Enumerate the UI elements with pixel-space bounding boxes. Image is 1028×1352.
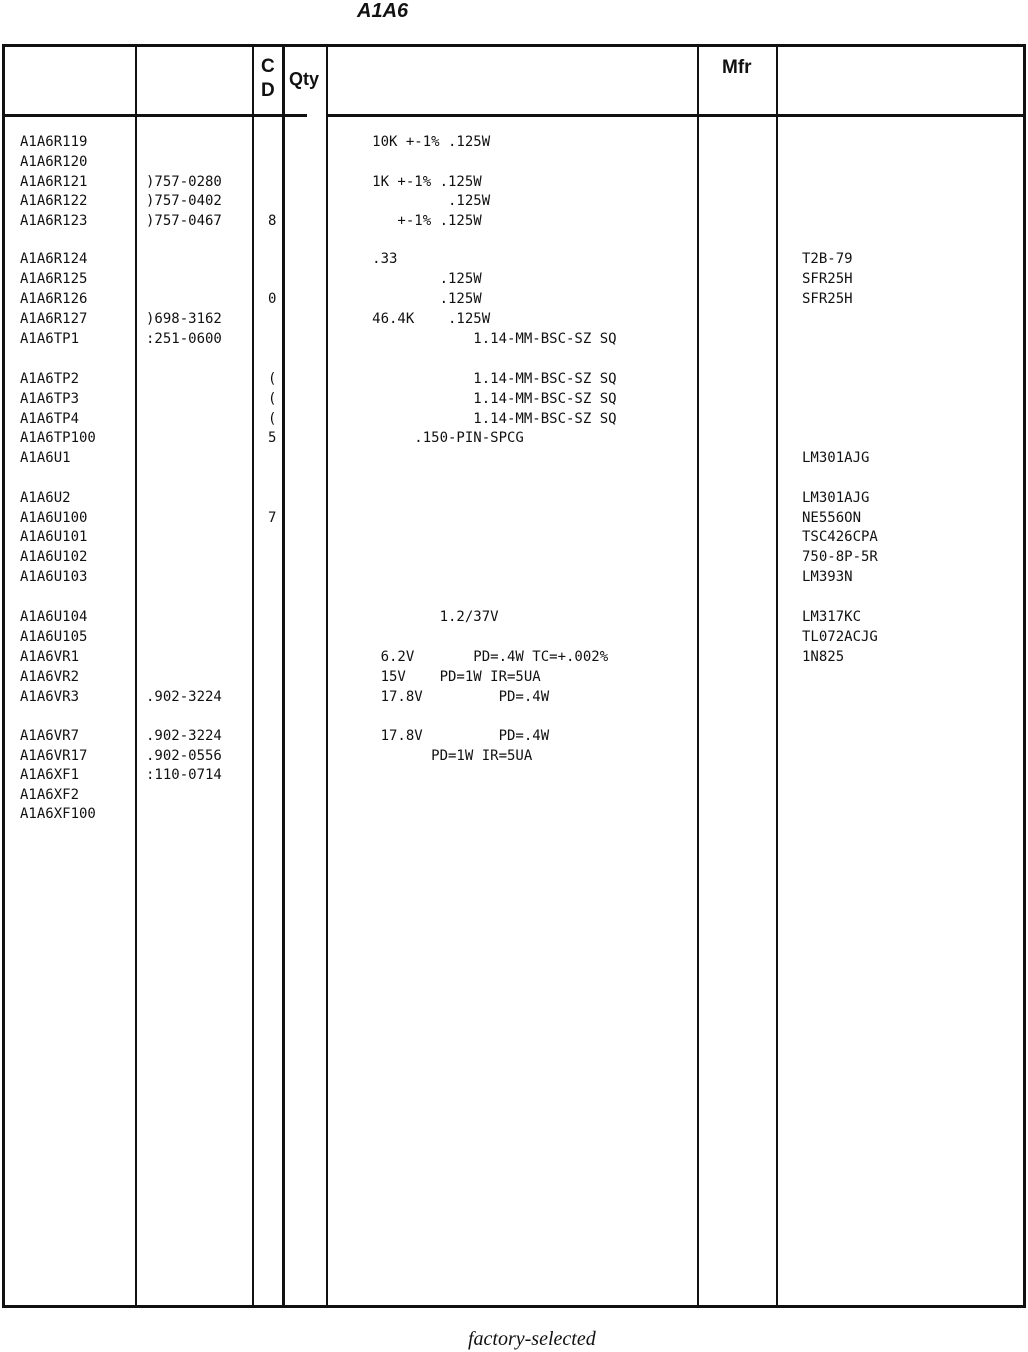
part-number-cell: )757-0402: [146, 193, 222, 209]
check-digit-cell: (: [268, 411, 277, 427]
header-cd-bottom: D: [261, 80, 275, 101]
ref-cell: A1A6U2: [20, 490, 71, 506]
check-digit-cell: 7: [268, 510, 277, 526]
table-row: [0, 629, 1028, 649]
table-row: [0, 430, 1028, 450]
ref-cell: A1A6R123: [20, 213, 88, 229]
description-cell: 17.8V PD=.4W: [330, 689, 550, 705]
description-cell: 1.14-MM-BSC-SZ SQ: [330, 391, 617, 407]
description-cell: .33: [330, 251, 398, 267]
check-digit-cell: (: [268, 371, 277, 387]
description-cell: .125W: [330, 193, 491, 209]
table-row: [0, 529, 1028, 549]
ref-cell: A1A6TP1: [20, 331, 80, 347]
header-qty: Qty: [289, 69, 320, 89]
description-cell: .125W: [330, 291, 482, 307]
mfr-part-number-cell: 750-8P-5R: [802, 549, 878, 565]
mfr-part-number-cell: LM301AJG: [802, 490, 870, 506]
part-number-cell: )698-3162: [146, 311, 222, 327]
description-cell: 6.2V PD=.4W TC=+.002%: [330, 649, 609, 665]
part-number-cell: .902-0556: [146, 748, 222, 764]
table-row: [0, 689, 1028, 709]
description-cell: .150-PIN-SPCG: [330, 430, 524, 446]
description-cell: .125W: [330, 271, 482, 287]
ref-cell: A1A6U100: [20, 510, 88, 526]
ref-cell: A1A6R120: [20, 154, 88, 170]
table-row: [0, 669, 1028, 689]
mfr-part-number-cell: LM393N: [802, 569, 853, 585]
table-row: [0, 787, 1028, 807]
table-row: [0, 251, 1028, 271]
table-row: [0, 728, 1028, 748]
page-title: A1A6: [357, 0, 409, 22]
table-row: [0, 806, 1028, 826]
table-row: [0, 193, 1028, 213]
header-rule-left: [2, 114, 285, 117]
description-cell: PD=1W IR=5UA: [330, 748, 533, 764]
table-row: [0, 510, 1028, 530]
description-cell: 15V PD=1W IR=5UA: [330, 669, 541, 685]
table-row: [0, 174, 1028, 194]
table-row: [0, 649, 1028, 669]
table-row: [0, 311, 1028, 331]
table-row: [0, 450, 1028, 470]
mfr-part-number-cell: T2B-79: [802, 251, 853, 267]
ref-cell: A1A6TP3: [20, 391, 80, 407]
check-digit-cell: 8: [268, 213, 277, 229]
ref-cell: A1A6R119: [20, 134, 88, 150]
mfr-part-number-cell: LM301AJG: [802, 450, 870, 466]
table-row: [0, 371, 1028, 391]
table-row: [0, 391, 1028, 411]
ref-cell: A1A6R127: [20, 311, 88, 327]
ref-cell: A1A6VR17: [20, 748, 88, 764]
table-row: [0, 609, 1028, 629]
ref-cell: A1A6VR2: [20, 669, 80, 685]
table-row: [0, 331, 1028, 351]
description-cell: 1.2/37V: [330, 609, 499, 625]
part-number-cell: :251-0600: [146, 331, 222, 347]
mfr-part-number-cell: SFR25H: [802, 271, 853, 287]
table-row: [0, 291, 1028, 311]
ref-cell: A1A6R125: [20, 271, 88, 287]
ref-cell: A1A6R121: [20, 174, 88, 190]
table-row: [0, 569, 1028, 589]
ref-cell: A1A6U105: [20, 629, 88, 645]
description-cell: 1.14-MM-BSC-SZ SQ: [330, 411, 617, 427]
ref-cell: A1A6TP100: [20, 430, 96, 446]
description-cell: 1K +-1% .125W: [330, 174, 482, 190]
ref-cell: A1A6XF100: [20, 806, 96, 822]
ref-cell: A1A6R124: [20, 251, 88, 267]
header-rule-right: [326, 114, 1026, 117]
mfr-part-number-cell: TL072ACJG: [802, 629, 878, 645]
header-rule-qty: [285, 114, 307, 117]
ref-cell: A1A6U104: [20, 609, 88, 625]
mfr-part-number-cell: TSC426CPA: [802, 529, 878, 545]
ref-cell: A1A6U101: [20, 529, 88, 545]
description-cell: +-1% .125W: [330, 213, 482, 229]
header-cd-top: C: [261, 56, 275, 77]
check-digit-cell: (: [268, 391, 277, 407]
mfr-part-number-cell: SFR25H: [802, 291, 853, 307]
ref-cell: A1A6U1: [20, 450, 71, 466]
table-row: [0, 549, 1028, 569]
ref-cell: A1A6VR7: [20, 728, 80, 744]
part-number-cell: :110-0714: [146, 767, 222, 783]
table-row: [0, 154, 1028, 174]
ref-cell: A1A6R126: [20, 291, 88, 307]
ref-cell: A1A6XF2: [20, 787, 80, 803]
mfr-part-number-cell: NE556ON: [802, 510, 862, 526]
mfr-part-number-cell: LM317KC: [802, 609, 862, 625]
table-row: [0, 490, 1028, 510]
ref-cell: A1A6U103: [20, 569, 88, 585]
ref-cell: A1A6R122: [20, 193, 88, 209]
ref-cell: A1A6VR1: [20, 649, 80, 665]
header-mfr: Mfr: [722, 57, 752, 78]
description-cell: 1.14-MM-BSC-SZ SQ: [330, 371, 617, 387]
footer-note: factory-selected: [468, 1328, 596, 1350]
table-row: [0, 134, 1028, 154]
part-number-cell: )757-0280: [146, 174, 222, 190]
description-cell: 17.8V PD=.4W: [330, 728, 550, 744]
part-number-cell: .902-3224: [146, 728, 222, 744]
ref-cell: A1A6TP2: [20, 371, 80, 387]
description-cell: 46.4K .125W: [330, 311, 491, 327]
check-digit-cell: 5: [268, 430, 277, 446]
description-cell: 1.14-MM-BSC-SZ SQ: [330, 331, 617, 347]
ref-cell: A1A6VR3: [20, 689, 80, 705]
part-number-cell: .902-3224: [146, 689, 222, 705]
ref-cell: A1A6XF1: [20, 767, 80, 783]
mfr-part-number-cell: 1N825: [802, 649, 845, 665]
table-row: [0, 411, 1028, 431]
table-row: [0, 213, 1028, 233]
ref-cell: A1A6TP4: [20, 411, 80, 427]
check-digit-cell: 0: [268, 291, 277, 307]
part-number-cell: )757-0467: [146, 213, 222, 229]
description-cell: 10K +-1% .125W: [330, 134, 491, 150]
ref-cell: A1A6U102: [20, 549, 88, 565]
table-row: [0, 271, 1028, 291]
table-row: [0, 767, 1028, 787]
table-row: [0, 748, 1028, 768]
